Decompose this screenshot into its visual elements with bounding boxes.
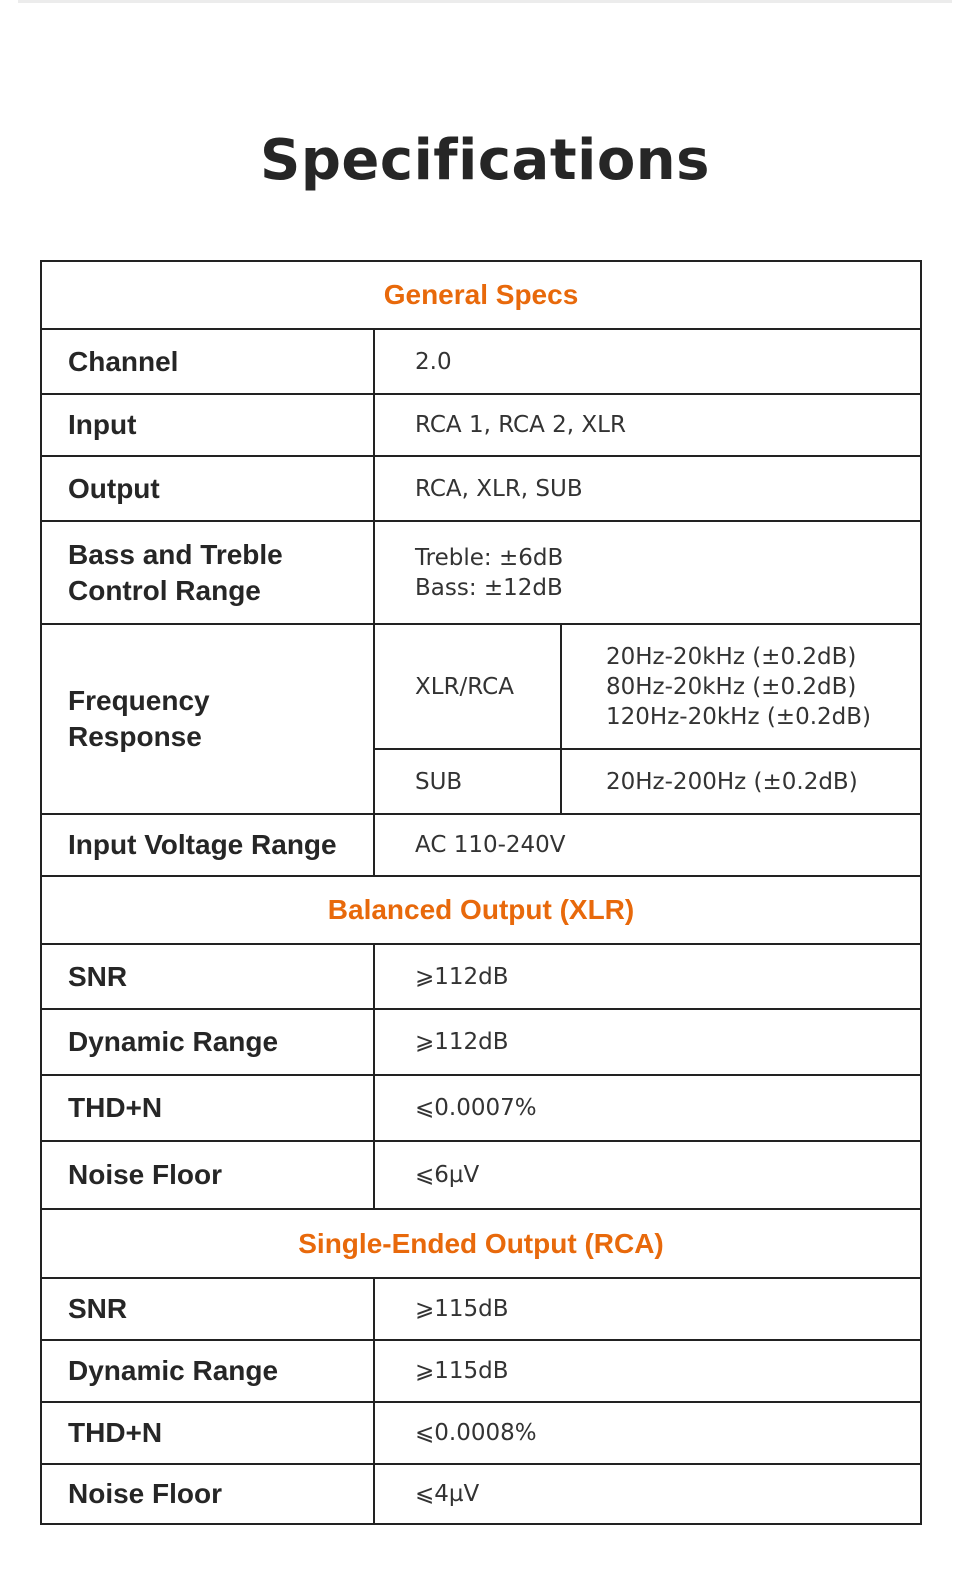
spec-row-balanced-dynamic-range xyxy=(41,1009,921,1075)
spec-label: SNR xyxy=(41,1278,374,1340)
specifications-table xyxy=(40,260,922,1525)
spec-label: Input xyxy=(41,394,374,456)
spec-row-balanced-thd xyxy=(41,1075,921,1141)
spec-value: RCA 1, RCA 2, XLR xyxy=(374,394,921,456)
spec-row-single-dynamic-range xyxy=(41,1340,921,1402)
spec-value: ⩾115dB xyxy=(374,1340,921,1402)
spec-label-line: Bass and Treble xyxy=(68,538,283,570)
spec-value: AC 110-240V xyxy=(374,814,921,876)
frequency-values-xlr-rca xyxy=(561,624,921,749)
spec-row-input-voltage xyxy=(41,814,921,876)
frequency-range: 120Hz-20kHz (±0.2dB) xyxy=(606,703,872,730)
spec-value: ⩾112dB xyxy=(374,944,921,1009)
spec-label-line: Control Range xyxy=(68,574,261,606)
spec-row-output xyxy=(41,456,921,521)
spec-row-balanced-noise-floor xyxy=(41,1141,921,1209)
frequency-sublabel-xlr-rca: XLR/RCA xyxy=(374,624,561,749)
bass-value: Bass: ±12dB xyxy=(415,574,563,601)
spec-value: ⩽0.0008% xyxy=(374,1402,921,1464)
spec-label-line: Frequency xyxy=(68,685,210,716)
spec-value: 2.0 xyxy=(374,329,921,394)
spec-row-single-thd xyxy=(41,1402,921,1464)
spec-row-input xyxy=(41,394,921,456)
spec-value: ⩾115dB xyxy=(374,1278,921,1340)
section-title-general: General Specs xyxy=(41,261,921,329)
section-header-single-ended xyxy=(41,1209,921,1278)
spec-row-balanced-snr xyxy=(41,944,921,1009)
section-header-balanced xyxy=(41,876,921,944)
frequency-value-sub: 20Hz-200Hz (±0.2dB) xyxy=(561,749,921,814)
spec-label: Dynamic Range xyxy=(41,1009,374,1075)
spec-row-bass-treble xyxy=(41,521,921,624)
spec-label: Noise Floor xyxy=(41,1464,374,1524)
spec-label: THD+N xyxy=(41,1402,374,1464)
spec-label xyxy=(41,521,374,624)
spec-label: SNR xyxy=(41,944,374,1009)
spec-row-single-noise-floor xyxy=(41,1464,921,1524)
frequency-range: 80Hz-20kHz (±0.2dB) xyxy=(606,673,857,700)
frequency-sublabel-sub: SUB xyxy=(374,749,561,814)
spec-value: ⩾112dB xyxy=(374,1009,921,1075)
spec-label-line: Response xyxy=(68,721,202,752)
spec-label: Dynamic Range xyxy=(41,1340,374,1402)
spec-label: THD+N xyxy=(41,1075,374,1141)
spec-value xyxy=(374,521,921,624)
spec-row-single-snr xyxy=(41,1278,921,1340)
spec-value: ⩽4µV xyxy=(374,1464,921,1524)
spec-value: ⩽0.0007% xyxy=(374,1075,921,1141)
section-title-single-ended: Single-Ended Output (RCA) xyxy=(41,1209,921,1278)
spec-label: Output xyxy=(41,456,374,521)
spec-value: ⩽6µV xyxy=(374,1141,921,1209)
page-title: Specifications xyxy=(260,128,710,193)
section-header-general xyxy=(41,261,921,329)
spec-row-channel xyxy=(41,329,921,394)
frequency-range: 20Hz-20kHz (±0.2dB) xyxy=(606,643,857,670)
section-title-balanced: Balanced Output (XLR) xyxy=(41,876,921,944)
treble-value: Treble: ±6dB xyxy=(415,544,564,571)
spec-value: RCA, XLR, SUB xyxy=(374,456,921,521)
spec-label xyxy=(41,624,374,814)
spec-label: Noise Floor xyxy=(41,1141,374,1209)
spec-label: Input Voltage Range xyxy=(41,814,374,876)
spec-label: Channel xyxy=(41,329,374,394)
spec-row-frequency-xlr-rca xyxy=(41,624,921,749)
top-divider xyxy=(18,0,952,3)
